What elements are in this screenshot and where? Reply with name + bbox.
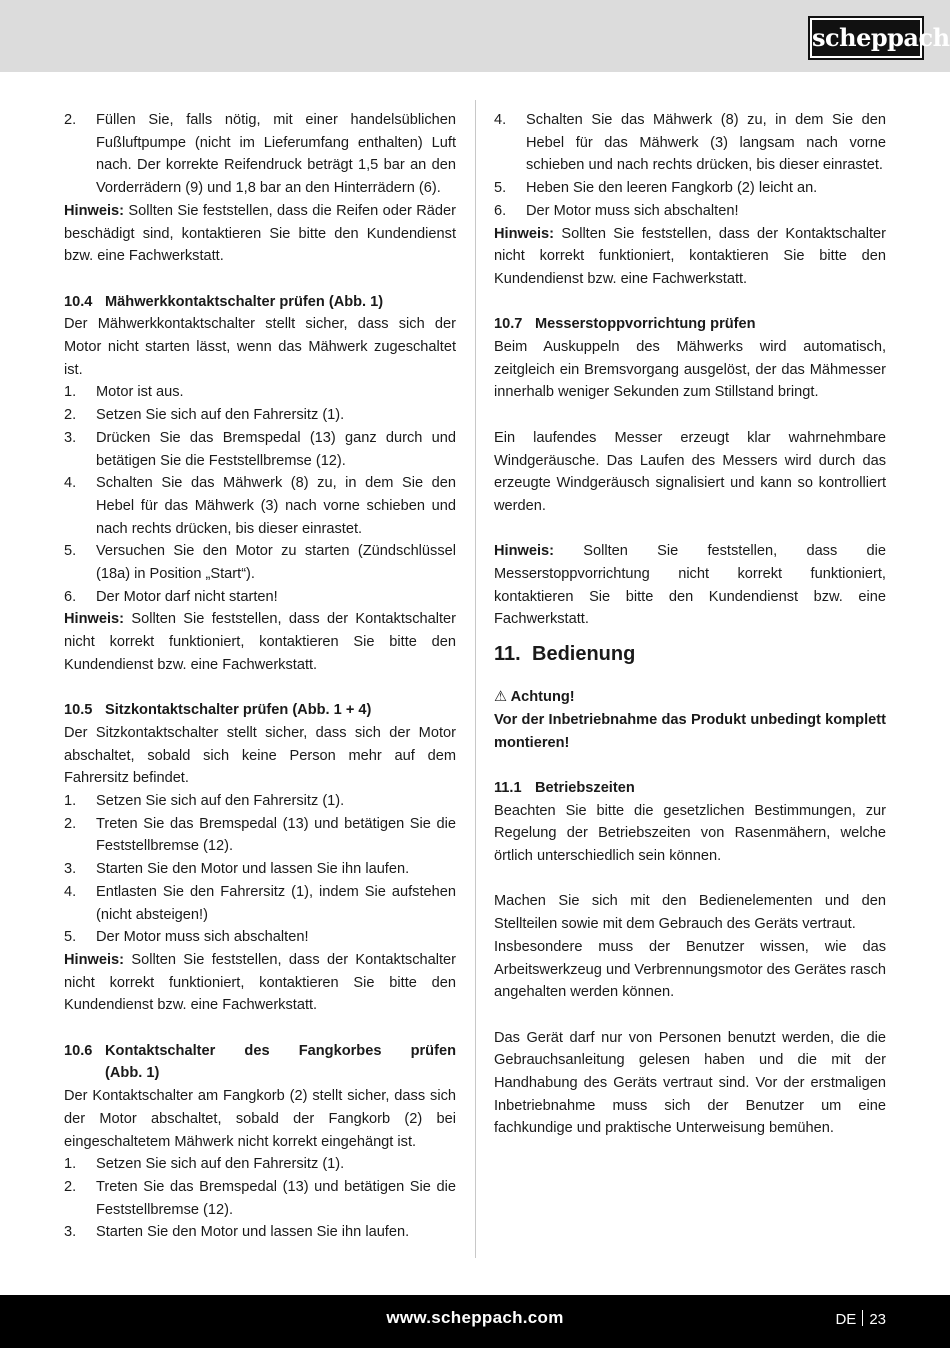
note: Hinweis: Sollten Sie feststellen, dass die Messerstoppvorrichtung nicht korrekt funktioniert, kontaktieren Sie bitte den Kundendienst bzw. eine Fachwerkstatt. xyxy=(494,543,886,628)
list-item: 2. Setzen Sie sich auf den Fahrersitz (1). xyxy=(64,407,345,424)
note: Hinweis: Sollten Sie feststellen, dass die Reifen oder Räder beschädigt sind, kontaktieren Sie bitte den Kundendienst bzw. eine Fachwerkstatt. xyxy=(64,202,456,265)
header-bar xyxy=(0,0,950,72)
column-divider xyxy=(475,100,476,1258)
paragraph: Beim Auskuppeln des Mähwerks wird automatisch, zeitgleich ein Bremsvorgang ausgelöst, der das Mähmesser innerhalb weniger Sekunden zum Stillstand bringt. xyxy=(494,339,886,401)
section-heading-11-1: 11.1 Betriebszeiten xyxy=(494,779,635,796)
paragraph: Machen Sie sich mit den Bedienelementen und den Stellteilen sowie mit dem Gebrauch des Geräts vertraut. xyxy=(494,893,886,933)
section-heading-10-5: 10.5 Sitzkontaktschalter prüfen (Abb. 1 + 4) xyxy=(64,702,372,719)
note: Hinweis: Sollten Sie feststellen, dass der Kontaktschalter nicht korrekt funktioniert, kontaktieren Sie bitte den Kundendienst bzw. eine Fachwerkstatt. xyxy=(494,225,886,287)
list-item: 3. Starten Sie den Motor und lassen Sie ihn laufen. xyxy=(64,861,410,878)
paragraph: Insbesondere muss der Benutzer wissen, wie das Arbeitswerkzeug und Verbrennungsmotor des Gerätes rasch angehalten werden können. xyxy=(494,938,886,1001)
section-heading-10-4: 10.4 Mähwerkkontaktschalter prüfen (Abb. 1) xyxy=(64,293,384,310)
warning-text: Vor der Inbetriebnahme das Produkt unbedingt komplett montieren! xyxy=(494,711,886,751)
warning-icon: ⚠ xyxy=(494,689,508,706)
right-column xyxy=(494,109,886,1140)
list-item: 5. Versuchen Sie den Motor zu starten (Zündschlüssel (18a) in Position „Start“). xyxy=(64,543,456,583)
paragraph: Der Kontaktschalter am Fangkorb (2) stellt sicher, dass sich der Motor abschaltet, sobald der Fangkorb (2) bei eingeschaltetem Mähwerk nicht korrekt eingehängt ist. xyxy=(64,1088,456,1150)
list-item: 6. Der Motor muss sich abschalten! xyxy=(494,202,739,219)
paragraph: Der Mähwerkkontaktschalter stellt sicher, dass sich der Motor nicht starten lässt, wenn das Mähwerk zugeschaltet ist. xyxy=(64,316,456,378)
page-number: DE 23 xyxy=(835,1311,886,1328)
scheppach-logo: scheppach xyxy=(810,18,922,58)
chapter-heading-11: 11. Bedienung xyxy=(494,643,636,666)
section-heading-10-6-cont: (Abb. 1) xyxy=(105,1065,160,1082)
paragraph: Ein laufendes Messer erzeugt klar wahrnehmbare Windgeräusche. Das Laufen des Messers wird durch das erzeugte Windgeräusch signalisiert und kann so kontrolliert werden. xyxy=(494,429,886,514)
list-item: 4. Schalten Sie das Mähwerk (8) zu, in dem Sie den Hebel für das Mähwerk (3) nach vorne schieben und nach rechts drücken, bis dieser einrastet. xyxy=(64,475,456,537)
list-item: 2. Treten Sie das Bremspedal (13) und betätigen Sie die Feststellbremse (12). xyxy=(64,1179,456,1218)
paragraph: Beachten Sie bitte die gesetzlichen Bestimmungen, zur Regelung der Betriebszeiten von Rasenmähern, welche örtlich unterschiedlich sein können. xyxy=(494,802,886,865)
list-item: 5. Heben Sie den leeren Fangkorb (2) leicht an. xyxy=(494,180,818,197)
left-column xyxy=(64,109,456,1244)
list-item: 5. Der Motor muss sich abschalten! xyxy=(64,929,309,946)
paragraph: Das Gerät darf nur von Personen benutzt werden, die die Gebrauchsanleitung gelesen haben und die mit der Handhabung des Geräts vertraut sind. Vor der erstmaligen Inbetriebnahme muss sich der Benutzer um eine fachkundige und praktische Unterweisung bemühen. xyxy=(494,1029,886,1137)
list-item: 2. Treten Sie das Bremspedal (13) und betätigen Sie die Feststellbremse (12). xyxy=(64,815,456,855)
paragraph: Der Sitzkontaktschalter stellt sicher, dass sich der Motor abschaltet, sobald sich keine Person mehr auf dem Fahrersitz befindet. xyxy=(64,724,456,787)
warning-title: ⚠ Achtung! xyxy=(494,689,575,706)
note: Hinweis: Sollten Sie feststellen, dass der Kontaktschalter nicht korrekt funktioniert, kontaktieren Sie bitte den Kundendienst bzw. eine Fachwerkstatt. xyxy=(64,611,456,673)
section-heading-10-6: 10.6 Kontaktschalter des Fangkorbes prüfen xyxy=(64,1042,456,1059)
footer-bar xyxy=(0,1295,950,1348)
list-item: 1. Motor ist aus. xyxy=(64,384,184,401)
list-item: 4. Schalten Sie das Mähwerk (8) zu, in dem Sie den Hebel für das Mähwerk (3) langsam nach vorne schieben und nach rechts drücken, bis dieser einrastet. xyxy=(494,112,886,174)
list-item: 4. Entlasten Sie den Fahrersitz (1), indem Sie aufstehen (nicht absteigen!) xyxy=(64,883,456,923)
list-item: 1. Setzen Sie sich auf den Fahrersitz (1). xyxy=(64,793,345,810)
list-item: 3. Starten Sie den Motor und lassen Sie ihn laufen. xyxy=(64,1224,410,1241)
website-link[interactable]: www.scheppach.com xyxy=(386,1308,564,1327)
list-item: 2. Füllen Sie, falls nötig, mit einer handelsüblichen Fußluftpumpe (nicht im Lieferumfang enthalten) Luft nach. Der korrekte Reifendruck beträgt 1,5 bar an den Vorderrädern (9) und 1,8 bar an den Hinterrädern (6). xyxy=(64,112,456,197)
list-item: 6. Der Motor darf nicht starten! xyxy=(64,588,278,605)
list-item: 3. Drücken Sie das Bremspedal (13) ganz durch und betätigen Sie die Feststellbremse (12). xyxy=(64,429,456,469)
note: Hinweis: Sollten Sie feststellen, dass der Kontaktschalter nicht korrekt funktioniert, kontaktieren Sie bitte den Kundendienst bzw. eine Fachwerkstatt. xyxy=(64,951,456,1014)
list-item: 1. Setzen Sie sich auf den Fahrersitz (1). xyxy=(64,1156,345,1173)
section-heading-10-7: 10.7 Messerstoppvorrichtung prüfen xyxy=(494,316,756,333)
